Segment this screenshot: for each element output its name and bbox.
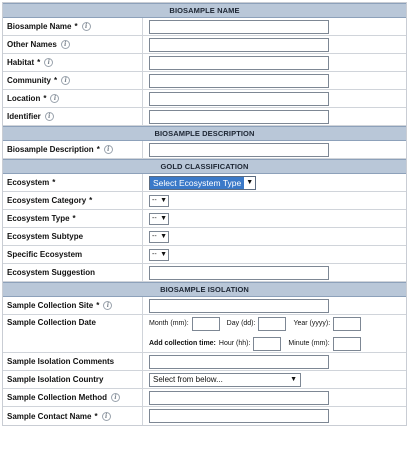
info-icon[interactable]: i bbox=[102, 412, 111, 421]
section-header-biosample-isolation: BIOSAMPLE ISOLATION bbox=[3, 282, 406, 297]
row-identifier bbox=[3, 108, 406, 126]
required-mark: * bbox=[54, 76, 58, 85]
row-biosample-name bbox=[3, 18, 406, 36]
row-other-names bbox=[3, 36, 406, 54]
label-cell bbox=[3, 389, 143, 406]
select-value: -- bbox=[152, 251, 157, 258]
row-sample-isolation-country bbox=[3, 371, 406, 389]
value-cell bbox=[143, 353, 406, 370]
biosample-form bbox=[2, 2, 407, 426]
field-label: Ecosystem Suggestion bbox=[7, 268, 96, 277]
chevron-down-icon: ▼ bbox=[160, 197, 167, 204]
label-cell bbox=[3, 315, 143, 352]
row-community bbox=[3, 72, 406, 90]
required-mark: * bbox=[74, 22, 78, 31]
section-header-biosample-name: BIOSAMPLE NAME bbox=[3, 3, 406, 18]
field-label: Sample Isolation Country bbox=[7, 375, 104, 384]
field-label: Biosample Description bbox=[7, 145, 94, 154]
label-cell bbox=[3, 36, 143, 53]
month-input[interactable] bbox=[192, 317, 220, 331]
value-cell bbox=[143, 54, 406, 71]
field-label: Sample Collection Site bbox=[7, 301, 94, 310]
label-cell bbox=[3, 297, 143, 314]
date-inputs bbox=[149, 317, 361, 331]
field-label: Location bbox=[7, 94, 41, 103]
value-cell bbox=[143, 315, 406, 352]
month-label: Month (mm): bbox=[149, 320, 189, 327]
row-sample-collection-date bbox=[3, 315, 406, 353]
value-cell bbox=[143, 371, 406, 388]
info-icon[interactable]: i bbox=[50, 94, 59, 103]
row-sample-collection-site bbox=[3, 297, 406, 315]
value-cell bbox=[143, 90, 406, 107]
day-input[interactable] bbox=[258, 317, 286, 331]
required-mark: * bbox=[37, 58, 41, 67]
row-biosample-description bbox=[3, 141, 406, 159]
field-label: Biosample Name bbox=[7, 22, 72, 31]
required-mark: * bbox=[89, 196, 93, 205]
row-specific-ecosystem bbox=[3, 246, 406, 264]
row-sample-contact-name bbox=[3, 407, 406, 425]
field-label: Other Names bbox=[7, 40, 57, 49]
ecosystem-subtype-select[interactable] bbox=[149, 231, 169, 243]
label-cell bbox=[3, 141, 143, 158]
required-mark: * bbox=[52, 178, 56, 187]
label-cell bbox=[3, 264, 143, 281]
other-names-input[interactable] bbox=[149, 38, 329, 52]
chevron-down-icon: ▼ bbox=[160, 215, 167, 222]
value-cell bbox=[143, 192, 406, 209]
year-label: Year (yyyy): bbox=[293, 320, 331, 327]
label-cell bbox=[3, 228, 143, 245]
info-icon[interactable]: i bbox=[44, 58, 53, 67]
minute-input[interactable] bbox=[333, 337, 361, 351]
row-ecosystem-type bbox=[3, 210, 406, 228]
label-cell bbox=[3, 18, 143, 35]
required-mark: * bbox=[43, 94, 47, 103]
label-cell bbox=[3, 407, 143, 425]
sample-isolation-country-select[interactable] bbox=[149, 373, 301, 387]
identifier-input[interactable] bbox=[149, 110, 329, 124]
value-cell bbox=[143, 108, 406, 125]
chevron-down-icon: ▼ bbox=[160, 251, 167, 258]
label-cell bbox=[3, 108, 143, 125]
row-habitat bbox=[3, 54, 406, 72]
ecosystem-select[interactable] bbox=[149, 176, 256, 190]
value-cell bbox=[143, 141, 406, 158]
field-label: Ecosystem Category bbox=[7, 196, 87, 205]
ecosystem-suggestion-input[interactable] bbox=[149, 266, 329, 280]
required-mark: * bbox=[96, 145, 100, 154]
field-label: Sample Isolation Comments bbox=[7, 357, 115, 366]
label-cell bbox=[3, 54, 143, 71]
biosample-description-input[interactable] bbox=[149, 143, 329, 157]
add-time-label: Add collection time: bbox=[149, 340, 216, 347]
info-icon[interactable]: i bbox=[45, 112, 54, 121]
select-value: -- bbox=[152, 197, 157, 204]
select-value: -- bbox=[152, 233, 157, 240]
field-label: Specific Ecosystem bbox=[7, 250, 83, 259]
row-ecosystem-suggestion bbox=[3, 264, 406, 282]
required-mark: * bbox=[94, 411, 98, 421]
row-location bbox=[3, 90, 406, 108]
biosample-name-input[interactable] bbox=[149, 20, 329, 34]
field-label: Ecosystem Type bbox=[7, 214, 70, 223]
sample-contact-name-input[interactable] bbox=[149, 409, 329, 423]
info-icon[interactable]: i bbox=[61, 76, 70, 85]
ecosystem-category-select[interactable] bbox=[149, 195, 169, 207]
field-label: Ecosystem bbox=[7, 178, 50, 187]
label-cell bbox=[3, 174, 143, 191]
chevron-down-icon: ▼ bbox=[246, 179, 254, 186]
hour-label: Hour (hh): bbox=[218, 340, 251, 347]
info-icon[interactable]: i bbox=[103, 301, 112, 310]
required-mark: * bbox=[96, 301, 100, 310]
chevron-down-icon: ▼ bbox=[290, 376, 297, 383]
minute-label: Minute (mm): bbox=[288, 340, 330, 347]
value-cell bbox=[143, 210, 406, 227]
section-header-biosample-description: BIOSAMPLE DESCRIPTION bbox=[3, 126, 406, 141]
select-value: -- bbox=[152, 215, 157, 222]
row-ecosystem-category bbox=[3, 192, 406, 210]
ecosystem-type-select[interactable] bbox=[149, 213, 169, 225]
label-cell bbox=[3, 210, 143, 227]
label-cell bbox=[3, 72, 143, 89]
sample-isolation-comments-input[interactable] bbox=[149, 355, 329, 369]
row-sample-collection-method bbox=[3, 389, 406, 407]
label-cell bbox=[3, 90, 143, 107]
specific-ecosystem-select[interactable] bbox=[149, 249, 169, 261]
select-value: Select from below... bbox=[153, 375, 223, 384]
info-icon[interactable]: i bbox=[111, 393, 120, 402]
value-cell bbox=[143, 18, 406, 35]
required-mark: * bbox=[72, 214, 76, 223]
field-label: Sample Contact Name bbox=[7, 411, 92, 421]
value-cell bbox=[143, 174, 406, 191]
value-cell bbox=[143, 264, 406, 281]
hour-input[interactable] bbox=[253, 337, 281, 351]
field-label: Sample Collection Date bbox=[7, 318, 96, 327]
row-sample-isolation-comments bbox=[3, 353, 406, 371]
field-label: Habitat bbox=[7, 58, 35, 67]
row-ecosystem-subtype bbox=[3, 228, 406, 246]
section-header-gold-classification: GOLD CLASSIFICATION bbox=[3, 159, 406, 174]
info-icon[interactable]: i bbox=[82, 22, 91, 31]
value-cell bbox=[143, 228, 406, 245]
label-cell bbox=[3, 246, 143, 263]
info-icon[interactable]: i bbox=[61, 40, 70, 49]
label-cell bbox=[3, 353, 143, 370]
value-cell bbox=[143, 36, 406, 53]
field-label: Identifier bbox=[7, 112, 41, 121]
value-cell bbox=[143, 389, 406, 406]
year-input[interactable] bbox=[333, 317, 361, 331]
value-cell bbox=[143, 72, 406, 89]
sample-collection-site-input[interactable] bbox=[149, 299, 329, 313]
community-input[interactable] bbox=[149, 74, 329, 88]
label-cell bbox=[3, 192, 143, 209]
ecosystem-select-value: Select Ecosystem Type bbox=[150, 177, 244, 189]
field-label: Community bbox=[7, 76, 51, 85]
time-inputs bbox=[149, 337, 361, 351]
field-label: Sample Collection Method bbox=[7, 393, 108, 402]
location-input[interactable] bbox=[149, 92, 329, 106]
row-ecosystem bbox=[3, 174, 406, 192]
value-cell bbox=[143, 407, 406, 425]
sample-collection-method-input[interactable] bbox=[149, 391, 329, 405]
label-cell bbox=[3, 371, 143, 388]
value-cell bbox=[143, 297, 406, 314]
habitat-input[interactable] bbox=[149, 56, 329, 70]
field-label: Ecosystem Subtype bbox=[7, 232, 84, 241]
info-icon[interactable]: i bbox=[104, 145, 113, 154]
day-label: Day (dd): bbox=[226, 320, 256, 327]
value-cell bbox=[143, 246, 406, 263]
chevron-down-icon: ▼ bbox=[160, 233, 167, 240]
